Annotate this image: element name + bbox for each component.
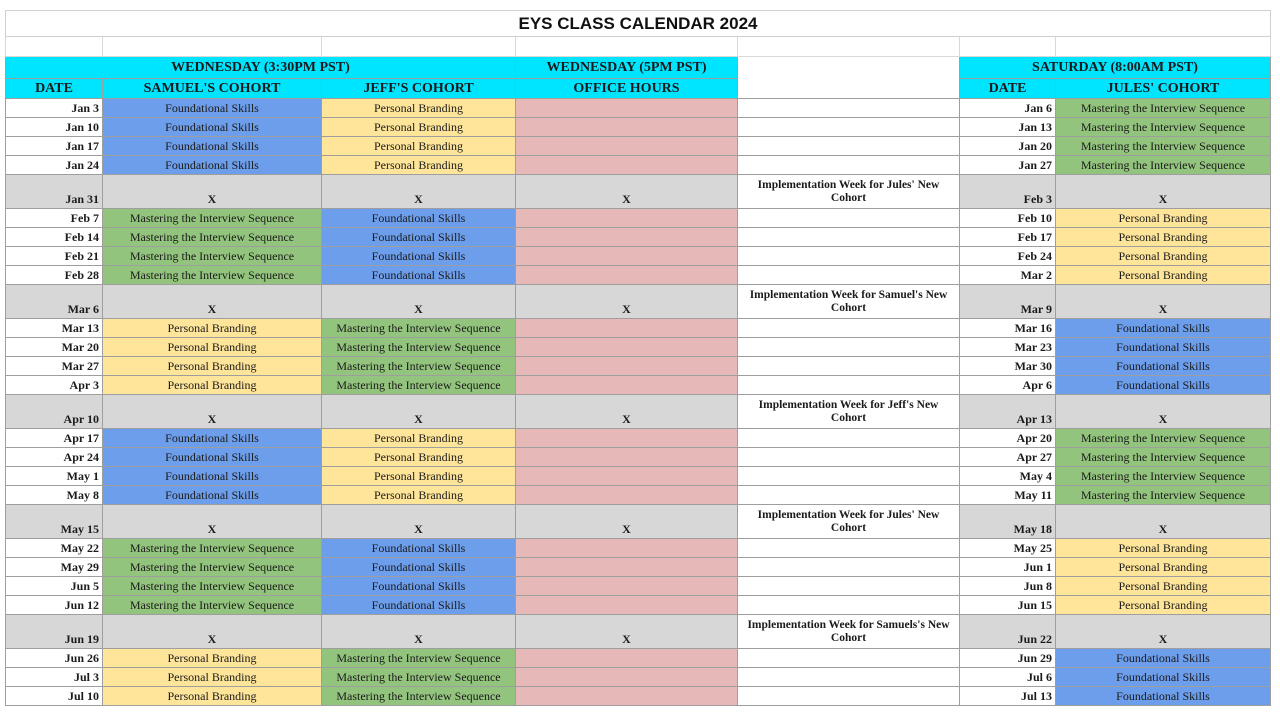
notes-header-cell[interactable]: [738, 57, 960, 99]
wednesday-date-cell[interactable]: Jul 3: [6, 668, 103, 687]
samuel-cohort-cell[interactable]: X: [103, 285, 322, 319]
spacer-cell[interactable]: [960, 37, 1056, 57]
column-header-jeff[interactable]: JEFF'S COHORT: [322, 79, 516, 99]
saturday-date-cell[interactable]: Mar 9: [960, 285, 1056, 319]
jules-cohort-cell[interactable]: X: [1056, 395, 1271, 429]
jeff-cohort-cell[interactable]: Mastering the Interview Sequence: [322, 357, 516, 376]
samuel-cohort-cell[interactable]: Personal Branding: [103, 668, 322, 687]
implementation-note-cell[interactable]: Implementation Week for Samuel's New Cohort: [738, 285, 960, 319]
samuel-cohort-cell[interactable]: Personal Branding: [103, 357, 322, 376]
note-cell[interactable]: [738, 687, 960, 706]
column-header-row: [6, 79, 1271, 99]
jeff-cohort-cell[interactable]: Mastering the Interview Sequence: [322, 668, 516, 687]
office-hours-cell[interactable]: [516, 338, 738, 357]
implementation-note-cell[interactable]: Implementation Week for Samuels's New Cohort: [738, 615, 960, 649]
wednesday-date-cell[interactable]: Apr 10: [6, 395, 103, 429]
office-hours-cell[interactable]: [516, 558, 738, 577]
wednesday-date-cell[interactable]: Mar 6: [6, 285, 103, 319]
office-hours-cell[interactable]: [516, 137, 738, 156]
spacer-cell[interactable]: [103, 37, 322, 57]
note-cell[interactable]: [738, 486, 960, 505]
wednesday-date-cell[interactable]: Jan 10: [6, 118, 103, 137]
jules-cohort-cell[interactable]: Personal Branding: [1056, 539, 1271, 558]
spacer-row: [6, 37, 1271, 57]
column-header-date[interactable]: DATE: [6, 79, 103, 99]
saturday-date-cell[interactable]: Feb 10: [960, 209, 1056, 228]
wednesday-date-cell[interactable]: Feb 21: [6, 247, 103, 266]
samuel-cohort-cell[interactable]: Mastering the Interview Sequence: [103, 209, 322, 228]
jeff-cohort-cell[interactable]: X: [322, 505, 516, 539]
saturday-date-cell[interactable]: May 4: [960, 467, 1056, 486]
note-cell[interactable]: [738, 338, 960, 357]
note-cell[interactable]: [738, 156, 960, 175]
samuel-cohort-cell[interactable]: Mastering the Interview Sequence: [103, 558, 322, 577]
schedule-row: [6, 338, 1271, 357]
wednesday-date-cell[interactable]: Apr 3: [6, 376, 103, 395]
implementation-week-row: [6, 285, 1271, 319]
saturday-date-cell[interactable]: Mar 16: [960, 319, 1056, 338]
jules-cohort-cell[interactable]: Foundational Skills: [1056, 687, 1271, 706]
wednesday-date-cell[interactable]: Jul 10: [6, 687, 103, 706]
samuel-cohort-cell[interactable]: Mastering the Interview Sequence: [103, 539, 322, 558]
jules-cohort-cell[interactable]: X: [1056, 175, 1271, 209]
jules-cohort-cell[interactable]: Mastering the Interview Sequence: [1056, 467, 1271, 486]
wednesday-date-cell[interactable]: Apr 17: [6, 429, 103, 448]
samuel-cohort-cell[interactable]: Mastering the Interview Sequence: [103, 266, 322, 285]
schedule-row: [6, 687, 1271, 706]
saturday-date-cell[interactable]: Mar 23: [960, 338, 1056, 357]
saturday-date-cell[interactable]: Jun 29: [960, 649, 1056, 668]
group-header-saturday-8[interactable]: SATURDAY (8:00AM PST): [960, 57, 1271, 79]
jules-cohort-cell[interactable]: Mastering the Interview Sequence: [1056, 448, 1271, 467]
jules-cohort-cell[interactable]: Mastering the Interview Sequence: [1056, 486, 1271, 505]
note-cell[interactable]: [738, 448, 960, 467]
note-cell[interactable]: [738, 539, 960, 558]
saturday-date-cell[interactable]: Jun 22: [960, 615, 1056, 649]
jeff-cohort-cell[interactable]: X: [322, 395, 516, 429]
schedule-row: [6, 357, 1271, 376]
office-hours-cell[interactable]: [516, 376, 738, 395]
jules-cohort-cell[interactable]: Personal Branding: [1056, 596, 1271, 615]
saturday-date-cell[interactable]: May 11: [960, 486, 1056, 505]
saturday-date-cell[interactable]: Apr 6: [960, 376, 1056, 395]
jeff-cohort-cell[interactable]: Foundational Skills: [322, 209, 516, 228]
note-cell[interactable]: [738, 357, 960, 376]
page-title[interactable]: EYS CLASS CALENDAR 2024: [6, 11, 1271, 37]
saturday-date-cell[interactable]: Jul 6: [960, 668, 1056, 687]
wednesday-date-cell[interactable]: May 1: [6, 467, 103, 486]
implementation-note-cell[interactable]: Implementation Week for Jeff's New Cohort: [738, 395, 960, 429]
wednesday-date-cell[interactable]: Feb 28: [6, 266, 103, 285]
wednesday-date-cell[interactable]: May 8: [6, 486, 103, 505]
schedule-row: [6, 137, 1271, 156]
wednesday-date-cell[interactable]: Jan 17: [6, 137, 103, 156]
samuel-cohort-cell[interactable]: Foundational Skills: [103, 486, 322, 505]
office-hours-cell[interactable]: X: [516, 505, 738, 539]
wednesday-date-cell[interactable]: May 22: [6, 539, 103, 558]
samuel-cohort-cell[interactable]: X: [103, 615, 322, 649]
implementation-note-cell[interactable]: Implementation Week for Jules' New Cohort: [738, 505, 960, 539]
jeff-cohort-cell[interactable]: Mastering the Interview Sequence: [322, 319, 516, 338]
jules-cohort-cell[interactable]: Personal Branding: [1056, 558, 1271, 577]
note-cell[interactable]: [738, 137, 960, 156]
office-hours-cell[interactable]: [516, 209, 738, 228]
saturday-date-cell[interactable]: Jan 6: [960, 99, 1056, 118]
group-header-row: [6, 57, 1271, 79]
jeff-cohort-cell[interactable]: Foundational Skills: [322, 266, 516, 285]
office-hours-cell[interactable]: [516, 99, 738, 118]
schedule-row: [6, 448, 1271, 467]
schedule-row: [6, 539, 1271, 558]
schedule-row: [6, 486, 1271, 505]
note-cell[interactable]: [738, 467, 960, 486]
jeff-cohort-cell[interactable]: Personal Branding: [322, 486, 516, 505]
implementation-week-row: [6, 615, 1271, 649]
jeff-cohort-cell[interactable]: Personal Branding: [322, 448, 516, 467]
spacer-cell[interactable]: [738, 37, 960, 57]
jules-cohort-cell[interactable]: Mastering the Interview Sequence: [1056, 156, 1271, 175]
samuel-cohort-cell[interactable]: Foundational Skills: [103, 467, 322, 486]
jules-cohort-cell[interactable]: Mastering the Interview Sequence: [1056, 99, 1271, 118]
column-header-saturday-date[interactable]: DATE: [960, 79, 1056, 99]
wednesday-date-cell[interactable]: Jan 31: [6, 175, 103, 209]
saturday-date-cell[interactable]: Apr 27: [960, 448, 1056, 467]
schedule-row: [6, 247, 1271, 266]
jeff-cohort-cell[interactable]: Personal Branding: [322, 429, 516, 448]
samuel-cohort-cell[interactable]: Mastering the Interview Sequence: [103, 247, 322, 266]
samuel-cohort-cell[interactable]: Foundational Skills: [103, 99, 322, 118]
wednesday-date-cell[interactable]: Jan 3: [6, 99, 103, 118]
jeff-cohort-cell[interactable]: Foundational Skills: [322, 577, 516, 596]
saturday-date-cell[interactable]: Apr 20: [960, 429, 1056, 448]
jeff-cohort-cell[interactable]: Personal Branding: [322, 99, 516, 118]
office-hours-cell[interactable]: X: [516, 175, 738, 209]
jules-cohort-cell[interactable]: Foundational Skills: [1056, 357, 1271, 376]
jeff-cohort-cell[interactable]: Mastering the Interview Sequence: [322, 376, 516, 395]
office-hours-cell[interactable]: [516, 357, 738, 376]
jeff-cohort-cell[interactable]: Mastering the Interview Sequence: [322, 687, 516, 706]
jules-cohort-cell[interactable]: Foundational Skills: [1056, 668, 1271, 687]
jeff-cohort-cell[interactable]: Personal Branding: [322, 467, 516, 486]
wednesday-date-cell[interactable]: Feb 14: [6, 228, 103, 247]
note-cell[interactable]: [738, 649, 960, 668]
note-cell[interactable]: [738, 429, 960, 448]
jeff-cohort-cell[interactable]: Personal Branding: [322, 137, 516, 156]
spacer-cell[interactable]: [322, 37, 516, 57]
title-row: [6, 11, 1271, 37]
saturday-date-cell[interactable]: Mar 2: [960, 266, 1056, 285]
schedule-row: [6, 118, 1271, 137]
jules-cohort-cell[interactable]: Personal Branding: [1056, 577, 1271, 596]
office-hours-cell[interactable]: [516, 687, 738, 706]
office-hours-cell[interactable]: [516, 118, 738, 137]
schedule-row: [6, 467, 1271, 486]
jeff-cohort-cell[interactable]: Personal Branding: [322, 156, 516, 175]
spacer-cell[interactable]: [516, 37, 738, 57]
schedule-row: [6, 319, 1271, 338]
schedule-row: [6, 558, 1271, 577]
jeff-cohort-cell[interactable]: Mastering the Interview Sequence: [322, 649, 516, 668]
wednesday-date-cell[interactable]: Jun 19: [6, 615, 103, 649]
samuel-cohort-cell[interactable]: Mastering the Interview Sequence: [103, 596, 322, 615]
office-hours-cell[interactable]: X: [516, 395, 738, 429]
saturday-date-cell[interactable]: Mar 30: [960, 357, 1056, 376]
column-header-jules[interactable]: JULES' COHORT: [1056, 79, 1271, 99]
office-hours-cell[interactable]: [516, 448, 738, 467]
note-cell[interactable]: [738, 266, 960, 285]
saturday-date-cell[interactable]: Jun 15: [960, 596, 1056, 615]
note-cell[interactable]: [738, 228, 960, 247]
jules-cohort-cell[interactable]: Foundational Skills: [1056, 649, 1271, 668]
office-hours-cell[interactable]: [516, 429, 738, 448]
implementation-week-row: [6, 175, 1271, 209]
samuel-cohort-cell[interactable]: Personal Branding: [103, 338, 322, 357]
samuel-cohort-cell[interactable]: Foundational Skills: [103, 137, 322, 156]
note-cell[interactable]: [738, 596, 960, 615]
jules-cohort-cell[interactable]: Mastering the Interview Sequence: [1056, 118, 1271, 137]
jules-cohort-cell[interactable]: Personal Branding: [1056, 228, 1271, 247]
jeff-cohort-cell[interactable]: Foundational Skills: [322, 558, 516, 577]
wednesday-date-cell[interactable]: May 29: [6, 558, 103, 577]
implementation-note-cell[interactable]: Implementation Week for Jules' New Cohort: [738, 175, 960, 209]
schedule-row: [6, 156, 1271, 175]
samuel-cohort-cell[interactable]: X: [103, 395, 322, 429]
schedule-row: [6, 376, 1271, 395]
note-cell[interactable]: [738, 558, 960, 577]
implementation-week-row: [6, 395, 1271, 429]
office-hours-cell[interactable]: X: [516, 615, 738, 649]
samuel-cohort-cell[interactable]: Personal Branding: [103, 687, 322, 706]
office-hours-cell[interactable]: [516, 266, 738, 285]
jeff-cohort-cell[interactable]: Foundational Skills: [322, 539, 516, 558]
jeff-cohort-cell[interactable]: Personal Branding: [322, 118, 516, 137]
note-cell[interactable]: [738, 577, 960, 596]
office-hours-cell[interactable]: [516, 228, 738, 247]
samuel-cohort-cell[interactable]: Personal Branding: [103, 376, 322, 395]
implementation-week-row: [6, 505, 1271, 539]
saturday-date-cell[interactable]: Jun 1: [960, 558, 1056, 577]
saturday-date-cell[interactable]: Feb 3: [960, 175, 1056, 209]
note-cell[interactable]: [738, 118, 960, 137]
jules-cohort-cell[interactable]: X: [1056, 285, 1271, 319]
schedule-row: [6, 266, 1271, 285]
samuel-cohort-cell[interactable]: Mastering the Interview Sequence: [103, 577, 322, 596]
jeff-cohort-cell[interactable]: Mastering the Interview Sequence: [322, 338, 516, 357]
jules-cohort-cell[interactable]: Mastering the Interview Sequence: [1056, 429, 1271, 448]
jules-cohort-cell[interactable]: Personal Branding: [1056, 209, 1271, 228]
samuel-cohort-cell[interactable]: Personal Branding: [103, 649, 322, 668]
jules-cohort-cell[interactable]: Foundational Skills: [1056, 338, 1271, 357]
note-cell[interactable]: [738, 209, 960, 228]
schedule-row: [6, 99, 1271, 118]
jules-cohort-cell[interactable]: Personal Branding: [1056, 266, 1271, 285]
samuel-cohort-cell[interactable]: Foundational Skills: [103, 118, 322, 137]
office-hours-cell[interactable]: [516, 486, 738, 505]
samuel-cohort-cell[interactable]: Mastering the Interview Sequence: [103, 228, 322, 247]
saturday-date-cell[interactable]: Jan 27: [960, 156, 1056, 175]
samuel-cohort-cell[interactable]: X: [103, 505, 322, 539]
wednesday-date-cell[interactable]: Jun 12: [6, 596, 103, 615]
spacer-cell[interactable]: [6, 37, 103, 57]
wednesday-date-cell[interactable]: Mar 20: [6, 338, 103, 357]
wednesday-date-cell[interactable]: Apr 24: [6, 448, 103, 467]
jules-cohort-cell[interactable]: X: [1056, 615, 1271, 649]
schedule-row: [6, 209, 1271, 228]
office-hours-cell[interactable]: [516, 596, 738, 615]
wednesday-date-cell[interactable]: Mar 13: [6, 319, 103, 338]
saturday-date-cell[interactable]: Feb 17: [960, 228, 1056, 247]
group-header-wednesday-330[interactable]: WEDNESDAY (3:30PM PST): [6, 57, 516, 79]
office-hours-cell[interactable]: [516, 668, 738, 687]
note-cell[interactable]: [738, 99, 960, 118]
jules-cohort-cell[interactable]: Mastering the Interview Sequence: [1056, 137, 1271, 156]
schedule-row: [6, 429, 1271, 448]
saturday-date-cell[interactable]: Jan 13: [960, 118, 1056, 137]
saturday-date-cell[interactable]: May 18: [960, 505, 1056, 539]
note-cell[interactable]: [738, 247, 960, 266]
wednesday-date-cell[interactable]: Feb 7: [6, 209, 103, 228]
saturday-date-cell[interactable]: Feb 24: [960, 247, 1056, 266]
samuel-cohort-cell[interactable]: Foundational Skills: [103, 156, 322, 175]
office-hours-cell[interactable]: [516, 319, 738, 338]
office-hours-cell[interactable]: [516, 649, 738, 668]
wednesday-date-cell[interactable]: Jan 24: [6, 156, 103, 175]
group-header-wednesday-5[interactable]: WEDNESDAY (5PM PST): [516, 57, 738, 79]
schedule-row: [6, 596, 1271, 615]
jeff-cohort-cell[interactable]: X: [322, 615, 516, 649]
schedule-row: [6, 649, 1271, 668]
jeff-cohort-cell[interactable]: X: [322, 285, 516, 319]
wednesday-date-cell[interactable]: Jun 5: [6, 577, 103, 596]
saturday-date-cell[interactable]: Jul 13: [960, 687, 1056, 706]
note-cell[interactable]: [738, 319, 960, 338]
saturday-date-cell[interactable]: May 25: [960, 539, 1056, 558]
jeff-cohort-cell[interactable]: X: [322, 175, 516, 209]
schedule-row: [6, 668, 1271, 687]
calendar-table: [5, 10, 1271, 706]
office-hours-cell[interactable]: [516, 247, 738, 266]
note-cell[interactable]: [738, 668, 960, 687]
calendar-sheet: [5, 10, 1271, 706]
jules-cohort-cell[interactable]: X: [1056, 505, 1271, 539]
office-hours-cell[interactable]: [516, 577, 738, 596]
jeff-cohort-cell[interactable]: Foundational Skills: [322, 228, 516, 247]
schedule-row: [6, 577, 1271, 596]
office-hours-cell[interactable]: [516, 156, 738, 175]
schedule-row: [6, 228, 1271, 247]
office-hours-cell[interactable]: X: [516, 285, 738, 319]
office-hours-cell[interactable]: [516, 539, 738, 558]
saturday-date-cell[interactable]: Jun 8: [960, 577, 1056, 596]
spacer-cell[interactable]: [1056, 37, 1271, 57]
wednesday-date-cell[interactable]: May 15: [6, 505, 103, 539]
column-header-samuel[interactable]: SAMUEL'S COHORT: [103, 79, 322, 99]
samuel-cohort-cell[interactable]: Foundational Skills: [103, 429, 322, 448]
note-cell[interactable]: [738, 376, 960, 395]
jeff-cohort-cell[interactable]: Foundational Skills: [322, 596, 516, 615]
jules-cohort-cell[interactable]: Personal Branding: [1056, 247, 1271, 266]
jules-cohort-cell[interactable]: Foundational Skills: [1056, 319, 1271, 338]
jules-cohort-cell[interactable]: Foundational Skills: [1056, 376, 1271, 395]
wednesday-date-cell[interactable]: Jun 26: [6, 649, 103, 668]
samuel-cohort-cell[interactable]: Foundational Skills: [103, 448, 322, 467]
saturday-date-cell[interactable]: Apr 13: [960, 395, 1056, 429]
jeff-cohort-cell[interactable]: Foundational Skills: [322, 247, 516, 266]
column-header-office-hours[interactable]: OFFICE HOURS: [516, 79, 738, 99]
office-hours-cell[interactable]: [516, 467, 738, 486]
wednesday-date-cell[interactable]: Mar 27: [6, 357, 103, 376]
samuel-cohort-cell[interactable]: X: [103, 175, 322, 209]
saturday-date-cell[interactable]: Jan 20: [960, 137, 1056, 156]
samuel-cohort-cell[interactable]: Personal Branding: [103, 319, 322, 338]
